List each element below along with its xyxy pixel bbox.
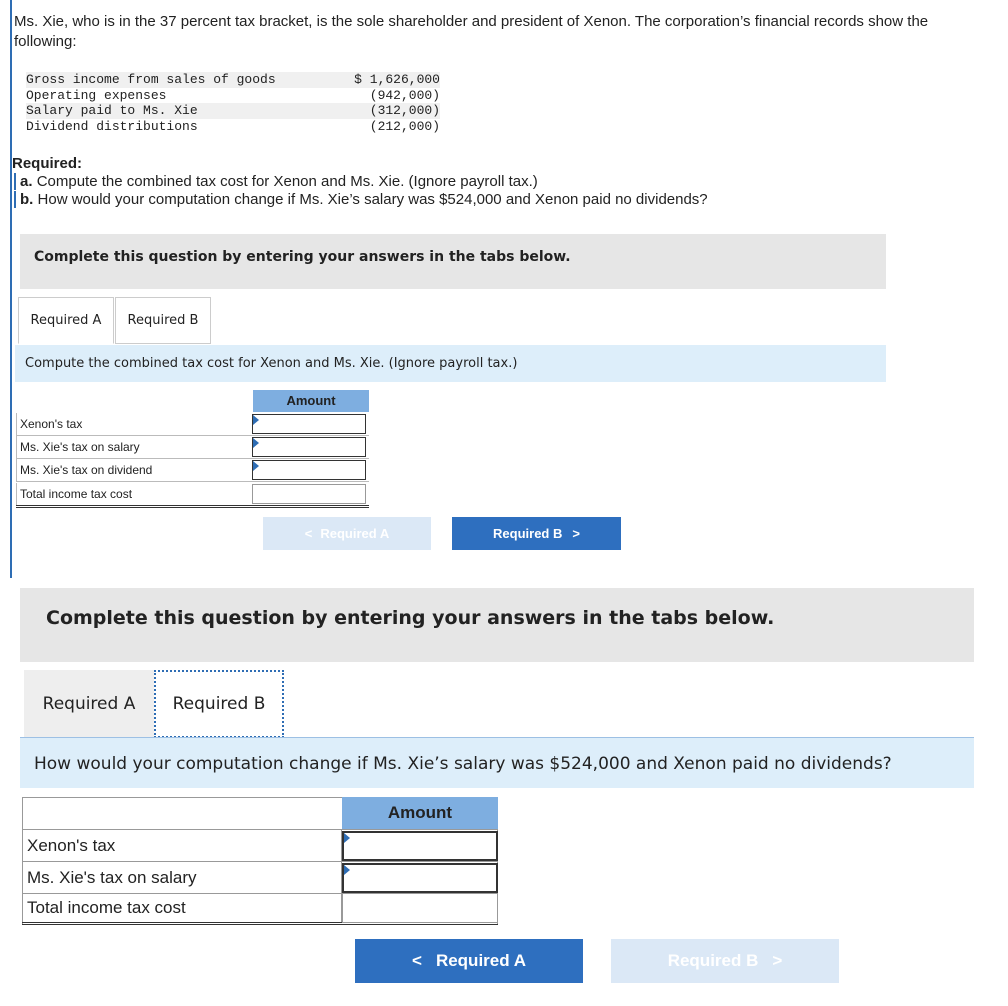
table-row [16,459,369,482]
dividend-tax-input[interactable] [252,460,366,480]
required-b-prefix: b. [20,191,34,208]
required-heading: Required: [12,155,83,172]
button-label: Required B [493,526,563,541]
input-marker-icon [253,415,259,425]
problem-accent-bar [10,0,12,578]
tab-required-a[interactable]: Required A [24,670,154,738]
table-row [16,483,369,508]
button-label: Required A [320,526,390,541]
required-a-text: Compute the combined tax cost for Xenon and Ms. Xie. (Ignore payroll tax.) [36,173,538,190]
table-row [16,436,369,459]
question-banner [15,345,886,382]
instruction-banner [20,234,886,289]
row-label: Ms. Xie's tax on salary [16,436,252,458]
required-b [14,191,708,208]
financial-value: $ 1,626,000 [354,72,440,87]
xenon-tax-input[interactable] [342,831,498,861]
row-label: Xenon's tax [16,413,252,435]
salary-tax-input[interactable] [342,863,498,893]
row-label: Ms. Xie's tax on salary [22,862,342,893]
chevron-left-icon: < [412,951,422,970]
amount-column-header: Amount [342,797,498,829]
row-label: Total income tax cost [16,483,252,505]
xenon-tax-input[interactable] [252,414,366,434]
salary-tax-input[interactable] [252,437,366,457]
row-label: Xenon's tax [22,830,342,861]
table-row [22,861,498,893]
table-row [16,413,369,436]
row-label: Total income tax cost [22,894,342,922]
question-text: How would your computation change if Ms. Xie’s salary was $524,000 and Xenon paid no dividends? [34,754,892,774]
financial-value: (942,000) [369,87,440,103]
financial-label: Salary paid to Ms. Xie [26,103,198,118]
input-marker-icon [344,865,350,875]
required-b-text: How would your computation change if Ms. Xie’s salary was $524,000 and Xenon paid no dividends? [37,191,708,208]
chevron-right-icon: > [572,526,580,541]
total-tax-field [342,893,498,923]
financial-label: Operating expenses [26,87,167,103]
financial-value: (312,000) [369,103,440,118]
financial-row [26,72,440,88]
question-text: Compute the combined tax cost for Xenon and Ms. Xie. (Ignore payroll tax.) [25,356,518,371]
instruction-text: Complete this question by entering your answers in the tabs below. [46,607,775,629]
instruction-banner [20,588,974,662]
financial-label: Dividend distributions [26,118,198,134]
next-required-b-button[interactable] [452,517,621,550]
tab-required-a[interactable]: Required A [18,297,114,344]
financial-value: (212,000) [369,118,440,134]
tab-required-b[interactable]: Required B [115,297,211,344]
question-banner [20,737,974,788]
financial-records [26,72,440,134]
input-marker-icon [344,833,350,843]
table-row [22,829,498,861]
required-a [14,173,538,190]
financial-row [26,88,440,104]
financial-label: Gross income from sales of goods [26,72,276,87]
button-label: Required B [667,951,759,970]
amount-column-header: Amount [253,390,369,412]
tab-required-b[interactable]: Required B [154,670,284,738]
instruction-text: Complete this question by entering your answers in the tabs below. [34,249,571,265]
financial-row [26,103,440,119]
input-marker-icon [253,461,259,471]
chevron-left-icon: < [304,526,313,541]
financial-row [26,119,440,135]
problem-intro: Ms. Xie, who is in the 37 percent tax bracket, is the sole shareholder and president of Xenon. The corporation’s financial records show the following: [14,13,929,50]
total-tax-field [252,484,366,504]
row-label: Ms. Xie's tax on dividend [16,459,252,481]
prev-required-a-button[interactable] [355,939,583,983]
input-marker-icon [253,438,259,448]
next-required-b-button[interactable] [611,939,839,983]
prev-required-a-button[interactable] [263,517,431,550]
required-a-prefix: a. [20,173,33,190]
chevron-right-icon: > [772,951,783,970]
table-row [22,893,498,925]
button-label: Required A [435,951,526,970]
